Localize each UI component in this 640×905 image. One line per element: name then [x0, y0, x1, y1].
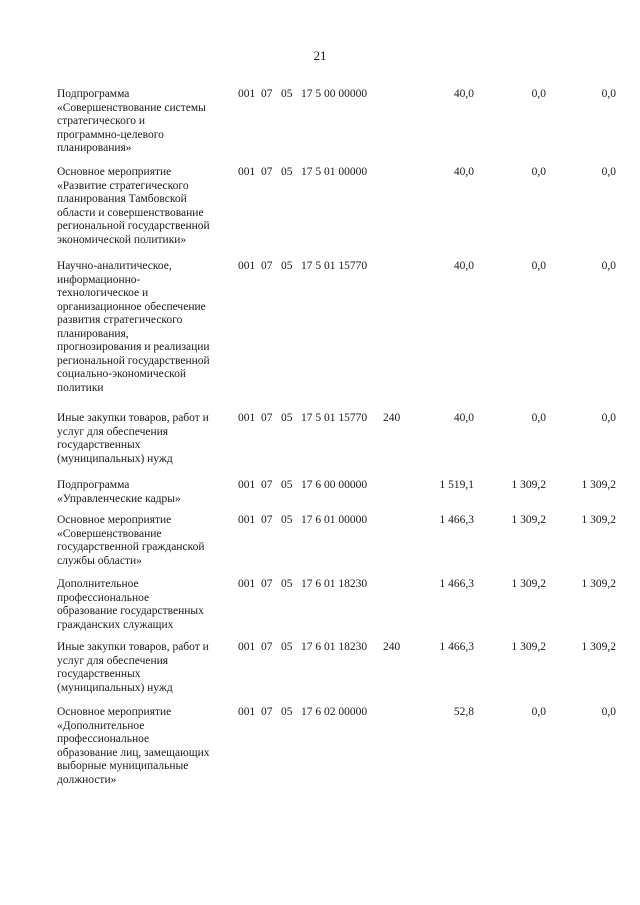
- row-name-line: профессиональное: [57, 591, 150, 604]
- amount-year-1: 1 466,3: [439, 578, 474, 590]
- row-name-line: (муниципальных) нужд: [57, 452, 173, 465]
- amount-year-2: 0,0: [531, 88, 546, 100]
- amount-year-1: 1 519,1: [439, 479, 474, 491]
- row-name-line: государственных: [57, 439, 141, 451]
- amount-year-1: 1 466,3: [439, 641, 474, 653]
- subsection-code: 05: [281, 514, 293, 526]
- row-name-line: Дополнительное: [57, 578, 139, 590]
- amount-year-3: 1 309,2: [581, 641, 616, 653]
- row-name-line: Иные закупки товаров, работ и: [57, 641, 209, 653]
- section-code: 07: [261, 412, 273, 424]
- row-name-line: прогнозирования и реализации: [57, 341, 210, 353]
- row-name-line: региональной государственной: [57, 354, 210, 367]
- ministry-code: 001: [238, 412, 256, 424]
- row-name-line: «Дополнительное: [57, 719, 145, 732]
- amount-year-1: 40,0: [453, 166, 474, 178]
- row-name-line: планирования,: [57, 327, 129, 340]
- row-name-line: Подпрограмма: [57, 88, 130, 100]
- row-name-line: (муниципальных) нужд: [57, 681, 173, 694]
- ministry-code: 001: [238, 514, 256, 526]
- amount-year-1: 1 466,3: [439, 514, 474, 526]
- row-name-line: «Управленческие кадры»: [57, 492, 181, 505]
- amount-year-3: 0,0: [601, 412, 616, 424]
- row-name-line: Подпрограмма: [57, 479, 130, 491]
- row-name: [57, 479, 235, 506]
- amount-year-2: 0,0: [531, 706, 546, 718]
- section-code: 07: [261, 260, 273, 272]
- row-name-line: «Совершенствование системы: [57, 101, 206, 114]
- amount-year-3: 1 309,2: [581, 514, 616, 526]
- amount-year-3: 0,0: [601, 260, 616, 272]
- row-name-line: образование лиц, замещающих: [57, 746, 210, 759]
- amount-year-1: 40,0: [453, 260, 474, 272]
- subsection-code: 05: [281, 412, 293, 424]
- subsection-code: 05: [281, 578, 293, 590]
- expense-type-code: 240: [383, 641, 401, 653]
- row-name-line: выборные муниципальные: [57, 760, 189, 772]
- page-number: 21: [313, 48, 327, 63]
- section-code: 07: [261, 706, 273, 718]
- row-name-line: должности»: [57, 773, 117, 786]
- section-code: 07: [261, 641, 273, 653]
- subsection-code: 05: [281, 166, 293, 178]
- row-name-line: «Развитие стратегического: [57, 179, 189, 192]
- ministry-code: 001: [238, 88, 256, 100]
- amount-year-2: 0,0: [531, 260, 546, 272]
- row-name-line: стратегического и: [57, 115, 146, 127]
- amount-year-3: 1 309,2: [581, 578, 616, 590]
- row-name-line: организационное обеспечение: [57, 300, 206, 313]
- row-name-line: государственных: [57, 668, 141, 680]
- subsection-code: 05: [281, 641, 293, 653]
- row-name-line: планирования»: [57, 142, 132, 154]
- target-article-code: 17 6 00 00000: [301, 479, 368, 491]
- amount-year-2: 0,0: [531, 412, 546, 424]
- row-name-line: Основное мероприятие: [57, 706, 172, 718]
- amount-year-1: 40,0: [453, 88, 474, 100]
- row-name-line: гражданских служащих: [57, 618, 174, 631]
- row-name: [57, 514, 235, 568]
- section-code: 07: [261, 88, 273, 100]
- row-name-line: услуг для обеспечения: [57, 425, 169, 438]
- row-name-line: политики: [57, 381, 104, 394]
- row-name-line: развития стратегического: [57, 314, 183, 326]
- ministry-code: 001: [238, 479, 256, 491]
- row-name-line: Научно-аналитическое,: [57, 260, 172, 272]
- subsection-code: 05: [281, 88, 293, 100]
- target-article-code: 17 6 02 00000: [301, 706, 368, 718]
- row-name-line: экономической политики»: [57, 233, 187, 246]
- target-article-code: 17 5 01 15770: [301, 412, 368, 424]
- amount-year-2: 1 309,2: [511, 514, 546, 526]
- subsection-code: 05: [281, 260, 293, 272]
- expense-type-code: 240: [383, 412, 401, 424]
- row-name-line: информационно-: [57, 273, 141, 286]
- section-code: 07: [261, 479, 273, 491]
- target-article-code: 17 5 01 15770: [301, 260, 368, 272]
- target-article-code: 17 6 01 18230: [301, 641, 368, 653]
- amount-year-3: 0,0: [601, 88, 616, 100]
- subsection-code: 05: [281, 479, 293, 491]
- amount-year-3: 0,0: [601, 706, 616, 718]
- row-name-line: «Совершенствование: [57, 527, 162, 540]
- amount-year-2: 1 309,2: [511, 479, 546, 491]
- section-code: 07: [261, 514, 273, 526]
- ministry-code: 001: [238, 166, 256, 178]
- amount-year-2: 1 309,2: [511, 641, 546, 653]
- row-name: [57, 706, 235, 787]
- row-name-line: региональной государственной: [57, 220, 210, 232]
- row-name-line: области и совершенствование: [57, 206, 204, 219]
- amount-year-2: 0,0: [531, 166, 546, 178]
- ministry-code: 001: [238, 578, 256, 590]
- subsection-code: 05: [281, 706, 293, 718]
- amount-year-2: 1 309,2: [511, 578, 546, 590]
- row-name: [57, 578, 235, 632]
- ministry-code: 001: [238, 260, 256, 272]
- target-article-code: 17 5 00 00000: [301, 88, 368, 100]
- row-name: [57, 88, 235, 156]
- row-name-line: социально-экономической: [57, 368, 187, 380]
- row-name-line: программно-целевого: [57, 128, 164, 141]
- target-article-code: 17 5 01 00000: [301, 166, 368, 178]
- row-name: [57, 641, 235, 695]
- row-name-line: планирования Тамбовской: [57, 193, 187, 205]
- row-name-line: образование государственных: [57, 605, 204, 617]
- target-article-code: 17 6 01 18230: [301, 578, 368, 590]
- row-name-line: Основное мероприятие: [57, 514, 172, 526]
- section-code: 07: [261, 166, 273, 178]
- amount-year-1: 52,8: [453, 706, 474, 718]
- ministry-code: 001: [238, 641, 256, 653]
- target-article-code: 17 6 01 00000: [301, 514, 368, 526]
- row-name: [57, 260, 235, 395]
- amount-year-3: 0,0: [601, 166, 616, 178]
- amount-year-1: 40,0: [453, 412, 474, 424]
- row-name-line: государственной гражданской: [57, 541, 205, 553]
- row-name-line: технологическое и: [57, 287, 149, 299]
- row-name-line: Основное мероприятие: [57, 166, 172, 178]
- amount-year-3: 1 309,2: [581, 479, 616, 491]
- row-name-line: услуг для обеспечения: [57, 654, 169, 667]
- row-name-line: службы области»: [57, 554, 142, 567]
- row-name: [57, 166, 235, 247]
- row-name-line: профессиональное: [57, 733, 150, 745]
- section-code: 07: [261, 578, 273, 590]
- ministry-code: 001: [238, 706, 256, 718]
- row-name-line: Иные закупки товаров, работ и: [57, 412, 209, 424]
- row-name: [57, 412, 235, 466]
